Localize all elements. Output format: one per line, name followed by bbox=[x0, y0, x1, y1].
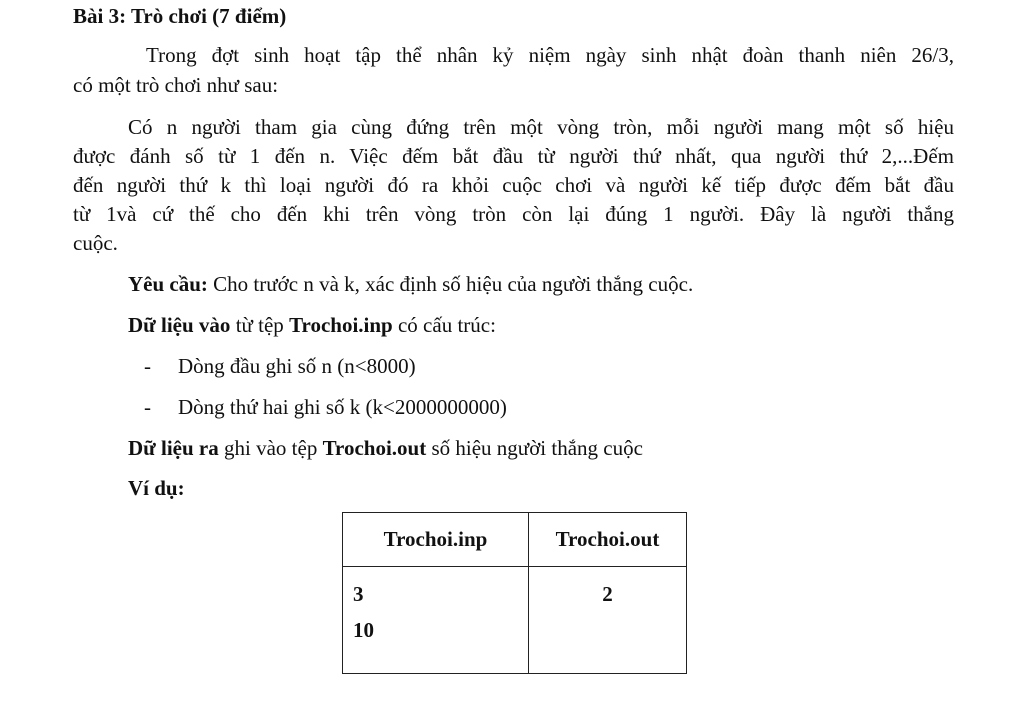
example-label: Ví dụ: bbox=[128, 476, 185, 500]
bullet-dash: - bbox=[144, 354, 151, 378]
output-filename: Trochoi.out bbox=[322, 436, 427, 460]
intro-line-2: có một trò chơi như sau: bbox=[73, 73, 279, 97]
description-line-3: đến người thứ k thì loại người đó ra khỏi cuộc chơi và người kế tiếp được đếm bắt đầu bbox=[73, 173, 954, 197]
table-cell-out: 2 bbox=[529, 567, 687, 674]
description-line-4: từ 1và cứ thế cho đến khi trên vòng tròn còn lại đúng 1 người. Đây là người thắng bbox=[73, 202, 954, 226]
table-header-inp: Trochoi.inp bbox=[343, 513, 529, 567]
description-line-5: cuộc. bbox=[73, 231, 118, 255]
output-paragraph: Dữ liệu ra ghi vào tệp Trochoi.out số hiệu người thắng cuộc bbox=[128, 436, 643, 460]
input-label: Dữ liệu vào bbox=[128, 313, 231, 337]
table-header-out: Trochoi.out bbox=[529, 513, 687, 567]
input-paragraph: Dữ liệu vào từ tệp Trochoi.inp có cấu trúc: bbox=[128, 313, 496, 337]
requirement-paragraph bbox=[128, 271, 693, 297]
intro-line-1: Trong đợt sinh hoạt tập thể nhân kỷ niệm ngày sinh nhật đoàn thanh niên 26/3, bbox=[146, 43, 954, 67]
table-header-row bbox=[343, 513, 687, 567]
input-item-1: Dòng đầu ghi số n (n<8000) bbox=[178, 354, 416, 378]
problem-title: Bài 3: Trò chơi (7 điểm) bbox=[73, 4, 287, 28]
output-label: Dữ liệu ra bbox=[128, 436, 219, 460]
requirement-label: Yêu cầu: bbox=[128, 272, 208, 296]
bullet-dash: - bbox=[144, 395, 151, 419]
input-filename: Trochoi.inp bbox=[289, 313, 393, 337]
table-row bbox=[343, 567, 687, 674]
description-line-1: Có n người tham gia cùng đứng trên một vòng tròn, mỗi người mang một số hiệu bbox=[128, 115, 954, 139]
requirement-text: Cho trước n và k, xác định số hiệu của người thắng cuộc. bbox=[207, 272, 694, 296]
input-item-2: Dòng thứ hai ghi số k (k<2000000000) bbox=[178, 395, 507, 419]
description-line-2: được đánh số từ 1 đến n. Việc đếm bắt đầu từ người thứ nhất, qua người thứ 2,...Đếm bbox=[73, 144, 954, 168]
inp-value-n: 3 bbox=[353, 582, 364, 606]
example-table bbox=[342, 512, 687, 674]
table-cell-inp bbox=[343, 567, 529, 674]
inp-value-k: 10 bbox=[353, 618, 374, 642]
